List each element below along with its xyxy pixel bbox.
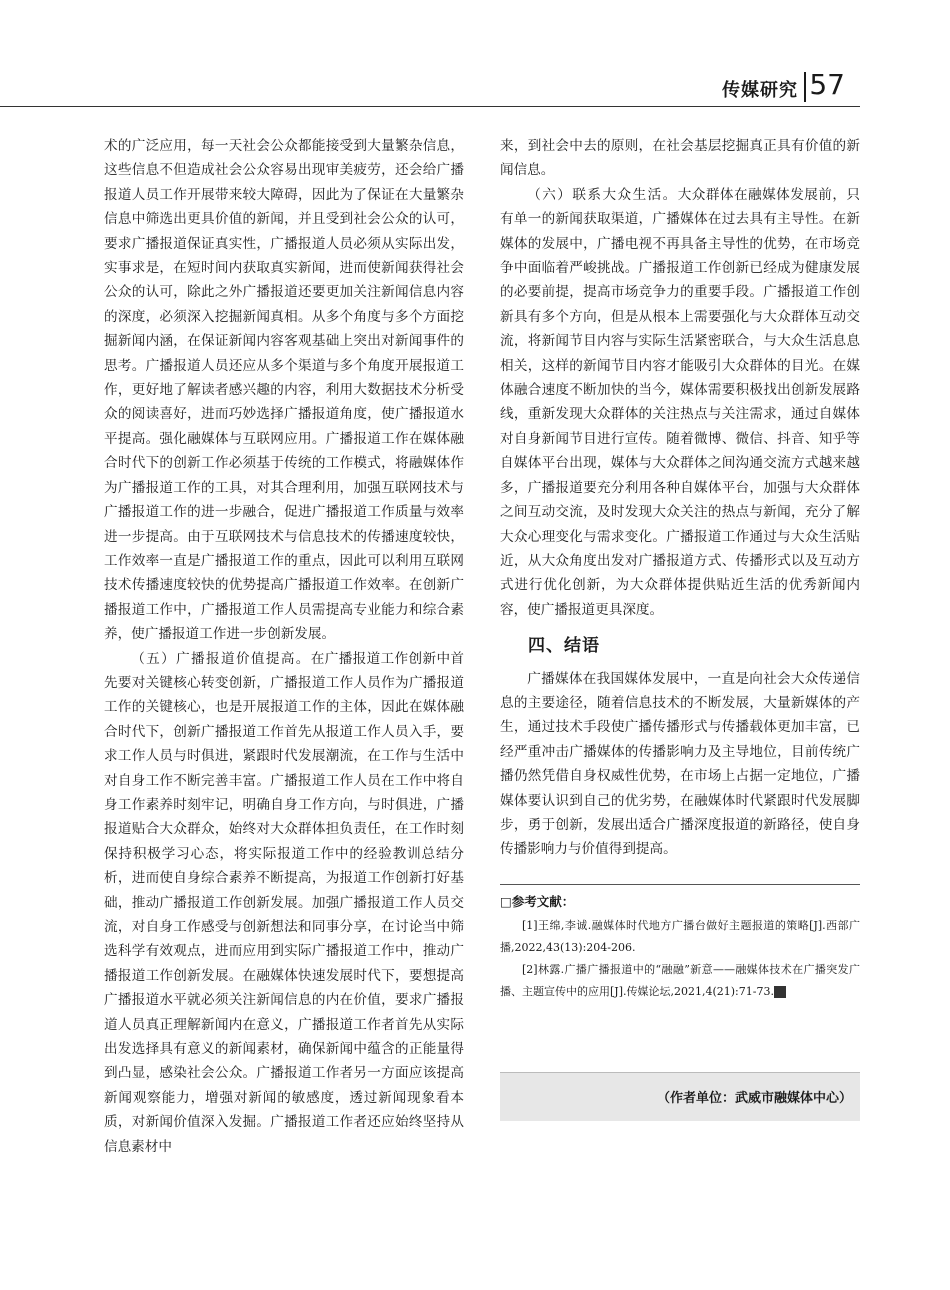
conclusion-heading: 四、结语 [528,636,600,657]
end-mark-icon: C [774,986,786,998]
subsection-body-5: 在广播报道工作创新中首先要对关键核心转变创新，广播报道工作人员作为广播报道工作的关键核心，也是开展报道工作的主体，因此在媒体融合时代下，创新广播报道工作首先从报道工作人员入手，要求工作人员与时俱进，紧跟时代发展潮流，在工作与生活中对自身工作不断完善丰富。广播报道工作人员在工作中将自身工作素养时刻牢记，明确自身工作方向，与时俱进，广播报道贴合大众群众，始终对大众群体担负责任，在工作时刻保持积极学习心态，将实际报道工作中的经验教训总结分析，进而使自身综合素养不断提高，为报道工作创新打好基础，推动广播报道工作创新发展。加强广播报道工作人员交流，对自身工作感受与创新想法和同事分享，在讨论当中筛选科学有效观点，进而应用到实际广播报道工作中，推动广播报道工作创新发展。在融媒体快速发展时代下，要想提高广播报道水平就必须关注新闻信息的内在价值，要求广播报道人员真正理解新闻内在意义，广播报道工作者首先从实际出发选择具有意义的新闻素材，确保新闻中蕴含的正能量得到凸显，感染社会公众。广播报道工作者另一方面应该提高新闻观察能力，增强对新闻的敏感度，透过新闻现象看本质，对新闻价值深入发掘。广播报道工作者还应始终坚持从信息素材中 [104,650,465,1155]
subsection-title-5: （五）广播报道价值提高。 [131,650,311,667]
reference-item-2-text: [2]林露.广播广播报道中的“融融”新意——融媒体技术在广播突发广播、主题宣传中的应用[J].传媒论坛,2021,4(21):71-73. [500,962,860,998]
reference-item-1: [1]王绵,李诚.融媒体时代地方广播台做好主题报道的策略[J].西部广播,2022,43(13):204-206. [500,918,860,954]
right-column [500,134,860,1003]
section-title: 传媒研究 [722,80,798,101]
left-column [104,134,464,1159]
right-paragraph-1: 来，到社会中去的原则，在社会基层挖掘真正具有价值的新闻信息。 [500,138,860,179]
conclusion-paragraph: 广播媒体在我国媒体发展中，一直是向社会大众传递信息的主要途径，随着信息技术的不断发展，大量新媒体的产生，通过技术手段使广播传播形式与传播载体更加丰富，已经严重冲击广播媒体的传播影响力及主导地位，目前传统广播仍然凭借自身权威性优势，在市场上占据一定地位，广播媒体要认识到自己的优劣势，在融媒体时代紧跟时代发展脚步，勇于创新，发展出适合广播深度报道的新路径，使自身传播影响力与价值得到提高。 [500,670,860,858]
left-paragraph-1: 术的广泛应用，每一天社会公众都能接受到大量繁杂信息，这些信息不但造成社会公众容易出现审美疲劳，还会给广播报道人员工作开展带来较大障碍，因此为了保证在大量繁杂信息中筛选出更具价值的新闻，并且受到社会公众的认可，要求广播报道保证真实性，广播报道人员必须从实际出发，实事求是，在短时间内获取真实新闻，进而使新闻获得社会公众的认可，除此之外广播报道还要更加关注新闻信息内容的深度，必须深入挖掘新闻真相。从多个角度与多个方面挖掘新闻内涵，在保证新闻内容客观基础上突出对新闻事件的思考。广播报道人员还应从多个渠道与多个角度开展报道工作，更好地了解读者感兴趣的内容，利用大数据技术分析受众的阅读喜好，进而巧妙选择广播报道角度，使广播报道水平提高。强化融媒体与互联网应用。广播报道工作在媒体融合时代下的创新工作必须基于传统的工作模式，将融媒体作为广播报道工作的工具，对其合理利用，加强互联网技术与广播报道工作的进一步融合，促进广播报道工作质量与效率进一步提高。由于互联网技术与信息技术的传播速度较快，工作效率一直是广播报道工作的重点，因此可以利用互联网技术传播速度较快的优势提高广播报道工作效率。在创新广播报道工作中，广播报道工作人员需提高专业能力和综合素养，使广播报道工作进一步创新发展。 [104,138,464,643]
references [500,884,860,1003]
left-paragraph-2 [104,647,464,1160]
page-number: 57 [809,68,845,101]
running-header [0,68,860,107]
references-title: □参考文献： [500,893,575,909]
header-divider [804,72,806,102]
reference-item-2 [500,959,860,1003]
right-paragraph-2 [500,183,860,622]
subsection-title-6: （六）联系大众生活。 [527,186,678,203]
author-affiliation: （作者单位：武威市融媒体中心） [656,1091,852,1106]
author-box [500,1072,860,1121]
subsection-body-6: 大众群体在融媒体发展前，只有单一的新闻获取渠道，广播媒体在过去具有主导性。在新媒体的发展中，广播电视不再具备主导性的优势，在市场竞争中面临着严峻挑战。广播报道工作创新已经成为健康发展的必要前提，提高市场竞争力的重要手段。广播报道工作创新具有多个方向，但是从根本上需要强化与大众群体互动交流，将新闻节目内容与实际生活紧密联合，与大众生活息息相关，这样的新闻节目内容才能吸引大众群体的目光。在媒体融合速度不断加快的当今，媒体需要积极找出创新发展路线，重新发现大众群体的关注热点与关注需求，通过自媒体对自身新闻节目进行宣传。随着微博、微信、抖音、知乎等自媒体平台出现，媒体与大众群体之间沟通交流方式越来越多，广播报道要充分利用各种自媒体平台，加强与大众群体之间互动交流，及时发现大众关注的热点与新闻，充分了解大众心理变化与需求变化。广播报道工作通过与大众生活贴近，从大众角度出发对广播报道方式、传播形式以及互动方式进行优化创新，为大众群体提供贴近生活的优秀新闻内容，使广播报道更具深度。 [500,186,861,618]
